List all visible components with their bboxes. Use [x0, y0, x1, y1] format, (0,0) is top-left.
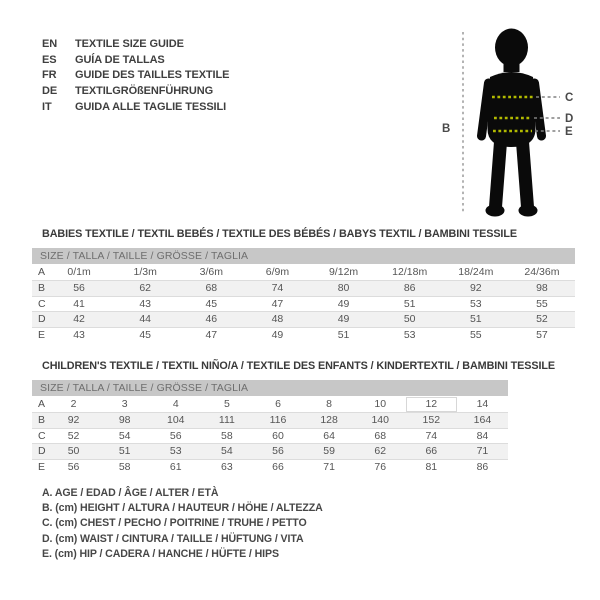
table-cell: 81 [425, 460, 438, 473]
table-cell: 51 [403, 297, 416, 310]
table-cell: 43 [139, 297, 152, 310]
table-cell: 52 [536, 313, 548, 326]
table-cell: 49 [337, 313, 350, 326]
children-section-title: CHILDREN'S TEXTILE / TEXTIL NIÑO/A / TEXTILE DES ENFANTS / KINDERTEXTIL / BAMBINI TESSILE [42, 360, 555, 372]
table-cell: 56 [67, 460, 80, 473]
table-cell: 24/36m [524, 266, 560, 278]
table-cell: 51 [337, 328, 350, 341]
table-cell: 3/6m [199, 266, 223, 278]
table-cell: 49 [337, 297, 350, 310]
table-cell: 68 [374, 429, 387, 442]
table-cell: 60 [272, 429, 284, 442]
table-cell: 111 [218, 414, 235, 427]
size-table-rows [32, 265, 575, 342]
table-cell: 56 [73, 282, 85, 295]
table-cell: 58 [118, 460, 131, 473]
children-table-section [32, 358, 555, 474]
legend-line: E. (cm) HIP / CADERA / HANCHE / HÜFTE / HIPS [42, 547, 279, 560]
child-silhouette-figure [430, 10, 600, 230]
child-silhouette [482, 29, 542, 217]
table-cell: 164 [473, 414, 492, 427]
table-cell: 128 [320, 414, 338, 427]
table-cell: 74 [425, 429, 438, 442]
table-cell: 47 [271, 297, 284, 310]
table-cell: 57 [536, 328, 548, 341]
language-label: TEXTILE SIZE GUIDE [75, 38, 184, 50]
language-label: GUIDE DES TAILLES TEXTILE [75, 69, 230, 82]
table-row [32, 412, 508, 427]
table-cell: 86 [476, 460, 489, 473]
table-cell: 71 [476, 445, 489, 458]
measurement-legend [42, 486, 323, 562]
row-label: B [38, 414, 46, 427]
row-label: D [38, 445, 46, 458]
row-label: C [38, 297, 46, 310]
language-list [42, 37, 229, 116]
table-cell: 42 [73, 313, 85, 326]
table-cell: 62 [374, 445, 387, 458]
table-cell: 47 [205, 328, 218, 341]
legend-line: D. (cm) WAIST / CINTURA / TAILLE / HÜFTUNG / VITA [42, 532, 304, 545]
table-cell: 4 [172, 398, 179, 410]
table-cell: 51 [469, 313, 482, 326]
table-cell: 56 [169, 429, 182, 442]
row-label: A [38, 266, 46, 278]
table-cell: 45 [205, 297, 218, 310]
table-cell: 12/18m [392, 266, 428, 278]
table-cell: 92 [67, 414, 80, 427]
language-label: GUÍA DE TALLAS [75, 53, 165, 66]
table-cell: 10 [374, 398, 387, 410]
table-cell: 53 [403, 328, 416, 341]
language-code: DE [42, 85, 58, 98]
table-cell: 12 [406, 397, 457, 412]
table-cell: 98 [536, 282, 548, 295]
babies-table-section [32, 226, 575, 342]
table-cell: 62 [139, 282, 152, 295]
height-label: B [442, 123, 451, 135]
table-cell: 6/9m [265, 266, 290, 278]
table-cell: 43 [73, 328, 85, 341]
table-cell: 50 [403, 313, 416, 326]
language-code: FR [42, 69, 57, 82]
row-label: E [38, 328, 46, 341]
language-code: EN [42, 38, 58, 50]
table-row [32, 280, 575, 295]
language-code: ES [42, 53, 57, 66]
language-row [42, 53, 229, 69]
table-cell: 52 [67, 429, 80, 442]
row-label: E [38, 460, 46, 473]
table-cell: 80 [337, 282, 350, 295]
row-label: A [38, 398, 46, 410]
table-cell: 49 [271, 328, 284, 341]
table-cell: 46 [205, 313, 218, 326]
table-cell: 9/12m [328, 266, 359, 278]
table-cell: 6 [275, 398, 281, 410]
table-cell: 59 [323, 445, 335, 458]
table-cell: 63 [221, 460, 233, 473]
legend-line: C. (cm) CHEST / PECHO / POITRINE / TRUHE / PETTO [42, 517, 307, 530]
table-cell: 58 [221, 429, 233, 442]
row-label: D [38, 313, 46, 326]
language-label: TEXTILGRÖßENFÜHRUNG [75, 85, 214, 98]
table-row [32, 327, 575, 342]
legend-line: B. (cm) HEIGHT / ALTURA / HAUTEUR / HÖHE / ALTEZZA [42, 502, 323, 515]
table-cell: 5 [223, 398, 230, 410]
chest-label: C [565, 92, 574, 104]
table-row [32, 428, 508, 443]
language-row [42, 68, 229, 84]
table-cell: 53 [469, 297, 482, 310]
waist-label: D [565, 113, 574, 125]
row-label: B [38, 282, 46, 295]
language-row [42, 84, 229, 100]
table-cell: 54 [221, 445, 233, 458]
table-cell: 71 [323, 460, 335, 473]
table-cell: 41 [73, 297, 85, 310]
table-cell: 98 [118, 414, 131, 427]
table-cell: 8 [326, 398, 333, 410]
language-row [42, 37, 229, 53]
table-row [32, 265, 575, 280]
language-label: GUIDA ALLE TAGLIE TESSILI [75, 100, 227, 113]
table-cell: 55 [469, 328, 482, 341]
table-cell: 104 [167, 414, 185, 427]
table-cell: 18/24m [458, 266, 494, 278]
table-cell: 140 [371, 414, 389, 427]
table-cell: 44 [139, 313, 152, 326]
table-cell: 1/3m [133, 266, 157, 278]
table-row [32, 459, 508, 474]
table-cell: 86 [403, 282, 416, 295]
table-cell: 74 [271, 282, 284, 295]
table-cell: 92 [469, 282, 482, 295]
hip-label: E [565, 126, 573, 138]
babies-size-header-bar: SIZE / TALLA / TAILLE / GRÖSSE / TAGLIA [32, 248, 575, 264]
table-cell: 2 [70, 398, 77, 410]
table-cell: 50 [67, 445, 80, 458]
table-cell: 54 [118, 429, 131, 442]
table-cell: 84 [476, 429, 489, 442]
table-cell: 152 [422, 414, 441, 427]
size-table-rows [32, 397, 508, 474]
table-cell: 45 [139, 328, 152, 341]
legend-line: A. AGE / EDAD / ÂGE / ALTER / ETÀ [42, 487, 219, 499]
table-cell: 61 [169, 460, 182, 473]
table-row [32, 296, 575, 311]
babies-section-title: BABIES TEXTILE / TEXTIL BEBÉS / TEXTILE DES BÉBÉS / BABYS TEXTIL / BAMBINI TESSILE [42, 228, 517, 240]
table-row [32, 397, 508, 412]
table-cell: 51 [118, 445, 131, 458]
table-cell: 14 [476, 398, 489, 410]
table-cell: 53 [169, 445, 182, 458]
table-cell: 64 [323, 429, 335, 442]
language-code: IT [42, 100, 52, 113]
table-cell: 68 [205, 282, 218, 295]
table-cell: 0/1m [67, 266, 91, 278]
table-cell: 76 [374, 460, 387, 473]
table-cell: 3 [121, 398, 128, 410]
children-size-header-bar: SIZE / TALLA / TAILLE / GRÖSSE / TAGLIA [32, 380, 508, 396]
table-row [32, 311, 575, 326]
table-cell: 48 [271, 313, 284, 326]
table-cell: 66 [425, 445, 438, 458]
row-label: C [38, 429, 46, 442]
table-cell: 55 [536, 297, 548, 310]
language-row [42, 100, 229, 116]
table-cell: 56 [272, 445, 284, 458]
table-cell: 66 [272, 460, 284, 473]
table-row [32, 443, 508, 458]
table-cell: 116 [269, 414, 287, 427]
